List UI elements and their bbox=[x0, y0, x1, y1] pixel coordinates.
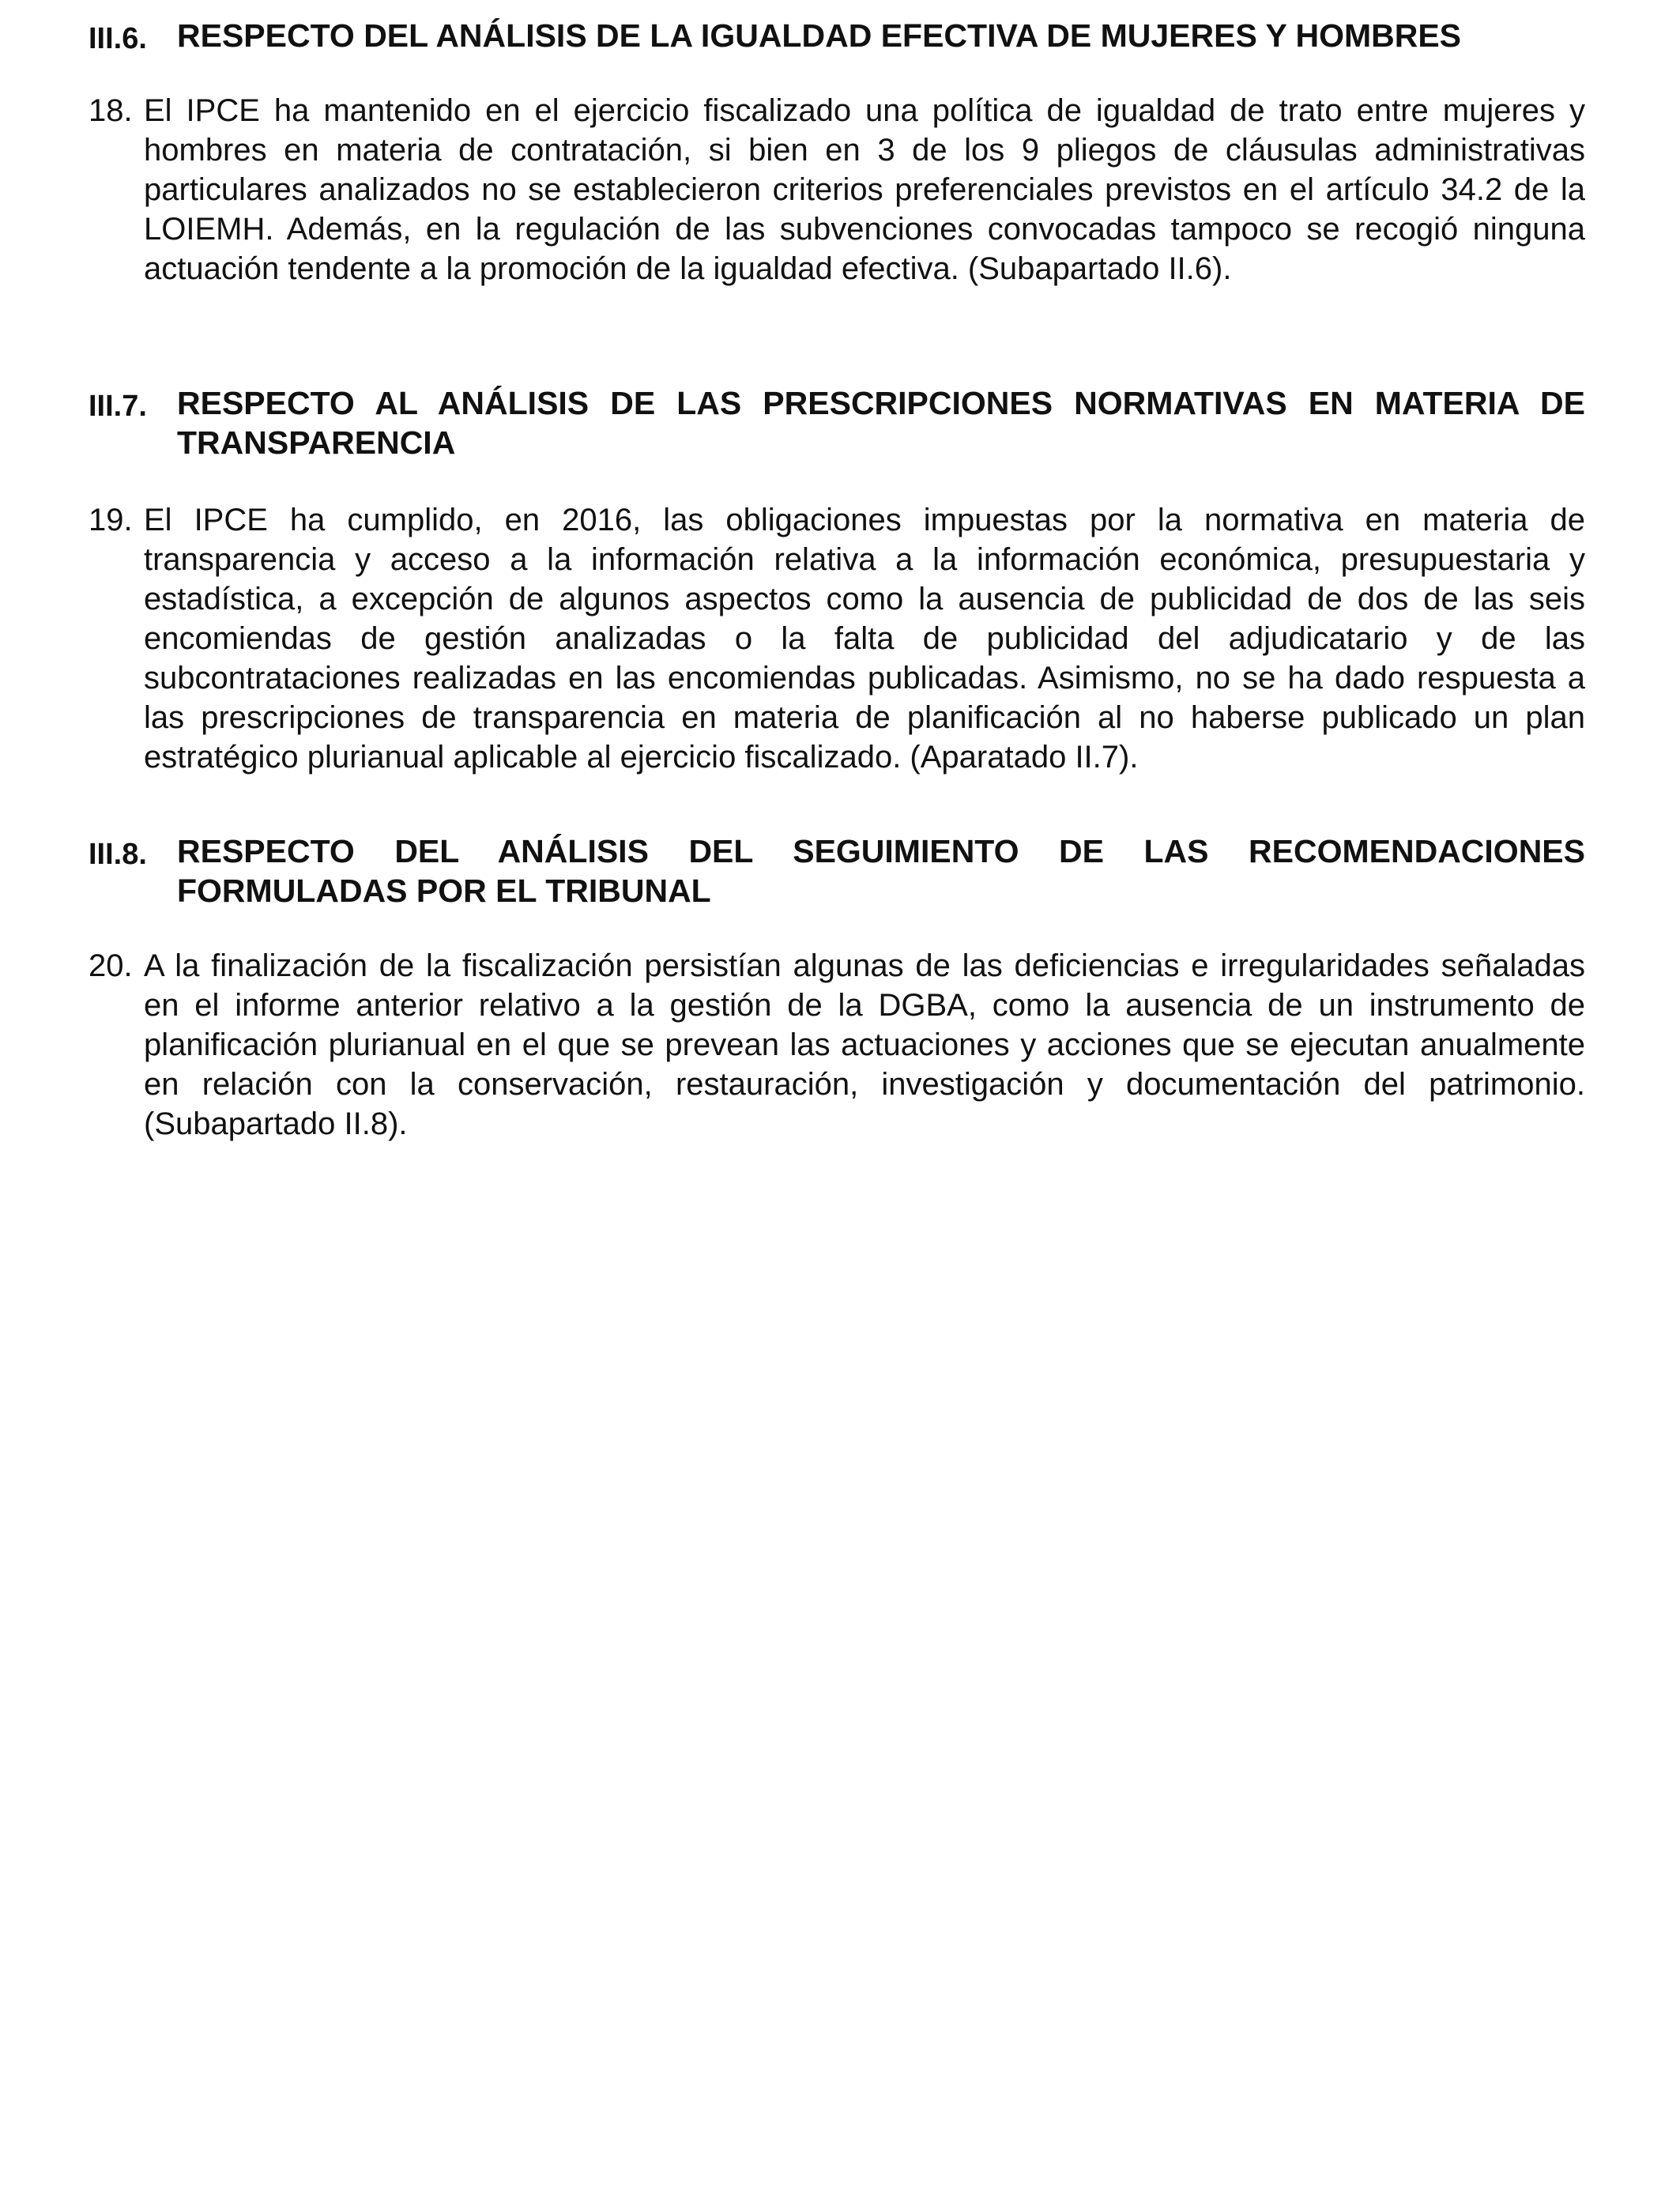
paragraph-18 bbox=[89, 91, 1585, 288]
paragraph-number: 19. bbox=[89, 503, 133, 537]
section-heading-iii-6 bbox=[89, 16, 1585, 58]
section-heading-iii-8 bbox=[89, 831, 1585, 910]
section-title: RESPECTO DEL ANÁLISIS DEL SEGUIMIENTO DE LAS RECOMENDACIONES FORMULADAS POR EL TRIBUNAL bbox=[177, 833, 1585, 909]
paragraph-text: El IPCE ha mantenido en el ejercicio fiscalizado una política de igualdad de trato entre mujeres y hombres en materia de contratación, si bien en 3 de los 9 pliegos de cláusulas administrativas particulares analizados no se establecieron criterios preferenciales previstos en el artículo 34.2 de la LOIEMH. Además, en la regulación de las subvenciones convocadas tampoco se recogió ninguna actuación tendente a la promoción de la igualdad efectiva. (Subapartado II.6). bbox=[144, 93, 1585, 286]
paragraph-number: 18. bbox=[89, 93, 133, 128]
section-number: III.6. bbox=[89, 22, 147, 55]
section-heading-iii-7 bbox=[89, 383, 1585, 462]
section-title: RESPECTO AL ANÁLISIS DE LAS PRESCRIPCIONES NORMATIVAS EN MATERIA DE TRANSPARENCIA bbox=[177, 385, 1585, 461]
paragraph-number: 20. bbox=[89, 948, 133, 983]
paragraph-text: El IPCE ha cumplido, en 2016, las obligaciones impuestas por la normativa en materia de transparencia y acceso a la información relativa a la información económica, presupuestaria y estadística, a excepción de algunos aspectos como la ausencia de publicidad de dos de las seis encomiendas de gestión analizadas o la falta de publicidad del adjudicatario y de las subcontrataciones realizadas en las encomiendas publicadas. Asimismo, no se ha dado respuesta a las prescripciones de transparencia en materia de planificación al no haberse publicado un plan estratégico plurianual aplicable al ejercicio fiscalizado. (Aparatado II.7). bbox=[144, 503, 1585, 775]
paragraph-text: A la finalización de la fiscalización persistían algunas de las deficiencias e irregularidades señaladas en el informe anterior relativo a la gestión de la DGBA, como la ausencia de un instrumento de planificación plurianual en el que se prevean las actuaciones y acciones que se ejecutan anualmente en relación con la conservación, restauración, investigación y documentación del patrimonio. (Subapartado II.8). bbox=[144, 948, 1585, 1141]
section-title: RESPECTO DEL ANÁLISIS DE LA IGUALDAD EFECTIVA DE MUJERES Y HOMBRES bbox=[177, 17, 1462, 54]
paragraph-19 bbox=[89, 500, 1585, 777]
section-number: III.8. bbox=[89, 838, 147, 871]
paragraph-20 bbox=[89, 946, 1585, 1144]
section-number: III.7. bbox=[89, 390, 147, 423]
